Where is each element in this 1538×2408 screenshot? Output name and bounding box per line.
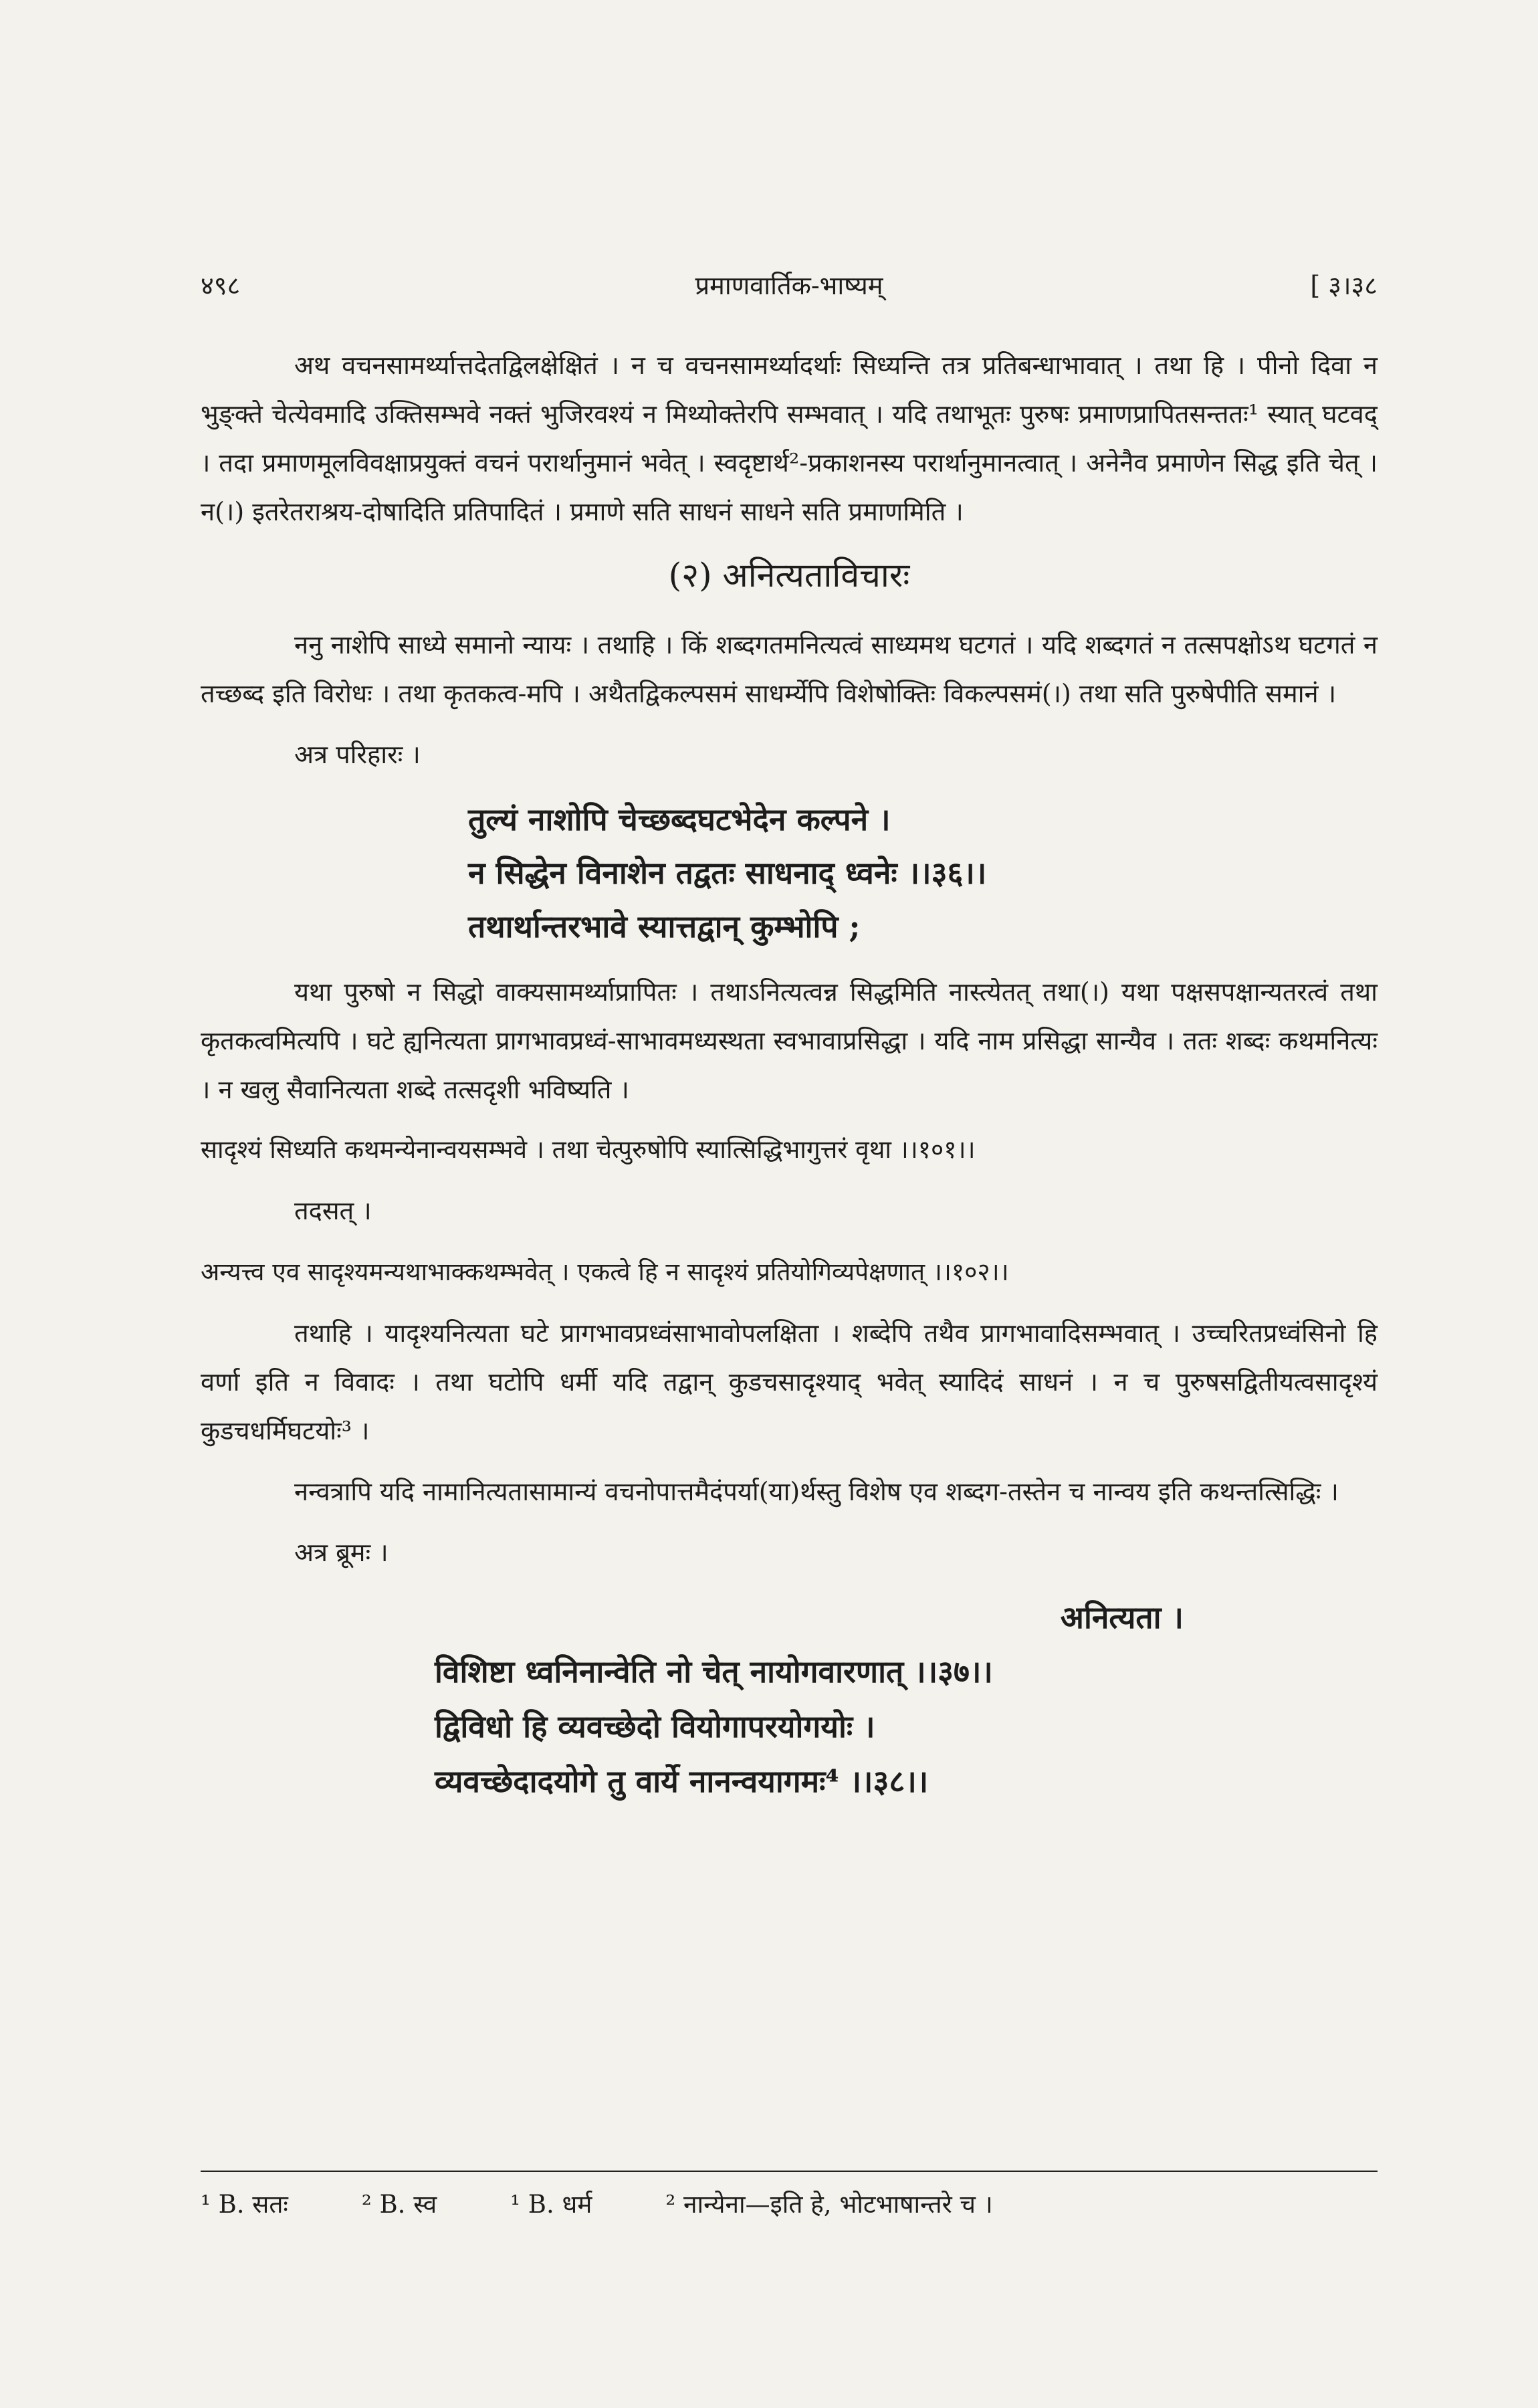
- verse-36: [201, 793, 1378, 953]
- footnote-divider: [201, 2171, 1378, 2172]
- verse-line: तथार्थान्तरभावे स्यात्तद्वान् कुम्भोपि ;: [468, 908, 861, 944]
- running-header: [201, 268, 1378, 308]
- footnote: ¹ B. धर्म: [510, 2190, 592, 2219]
- paragraph-2: ननु नाशेपि साध्ये समानो न्यायः । तथाहि । किं शब्दगतमनित्यत्वं साध्यमथ घटगतं । यदि शब्दगतं न तत्सपक्षोऽथ घटगतं न तच्छब्द इति विरोधः । तथा कृतकत्व-मपि । अथैतद्विकल्पसमं साधर्म्येपि विशेषोक्तिः विकल्पसमं(।) तथा सति पुरुषेपीति समानं ।: [201, 630, 1378, 708]
- main-text: [201, 341, 1378, 1821]
- karika-102: अन्यत्त्व एव सादृश्यमन्यथाभाक्कथम्भवेत् । एकत्वे हि न सादृश्यं प्रतियोगिव्यपेक्षणात् ।।१०२।।: [201, 1258, 1009, 1286]
- section-reference: [ ३।३८: [1310, 271, 1378, 300]
- verse-line: तुल्यं नाशोपि चेच्छब्दघटभेदेन कल्पने ।: [468, 801, 891, 837]
- verse-37-prefix: अनित्यता ।: [1060, 1599, 1184, 1635]
- verse-line: न सिद्धेन विनाशेन तद्वतः साधनाद् ध्वनेः ।।३६।।: [468, 855, 987, 891]
- verse-37-38: [201, 1644, 1378, 1809]
- verse-line: विशिष्टा ध्वनिनान्वेति नो चेत् नायोगवारणात् ।।३७।।: [435, 1653, 993, 1690]
- section-heading: (२) अनित्यताविचारः: [668, 556, 910, 595]
- paragraph-3: अत्र परिहारः ।: [294, 740, 421, 769]
- paragraph-4: यथा पुरुषो न सिद्धो वाक्यसामर्थ्याप्रापितः । तथाऽनित्यत्वन्न सिद्धमिति नास्त्येतत् तथा(।) यथा पक्षसपक्षान्यतरत्वं तथा कृतकत्वमित्यपि । घटे ह्यनित्यता प्रागभावप्रध्वं-साभावमध्यस्थता स्वभावाप्रसिद्धा । यदि नाम प्रसिद्धा सान्यैव । ततः शब्दः कथमनित्यः । न खलु सैवानित्यता शब्दे तत्सदृशी भविष्यति ।: [201, 977, 1378, 1104]
- footnote: ² B. स्व: [361, 2190, 437, 2219]
- page-number: ४९८: [201, 271, 241, 300]
- paragraph-7: नन्वत्रापि यदि नामानित्यतासामान्यं वचनोपात्तमैदंपर्या(या)र्थस्तु विशेष एव शब्दग-तस्तेन च नान्वय इति कथन्तत्सिद्धिः ।: [294, 1477, 1339, 1506]
- karika-101: सादृश्यं सिध्यति कथमन्येनान्वयसम्भवे । तथा चेत्पुरुषोपि स्यात्सिद्धिभागुत्तरं वृथा ।।१०१।।: [201, 1135, 976, 1164]
- verse-line: व्यवच्छेदादयोगे तु वार्ये नानन्वयागमः⁴ ।।३८।।: [435, 1763, 929, 1799]
- footnote: ² नान्येना—इति हे, भोटभाषान्तरे च ।: [665, 2190, 993, 2219]
- verse-line: द्विविधो हि व्यवच्छेदो वियोगापरयोगयोः ।: [435, 1708, 875, 1744]
- footnotes: [201, 2186, 1378, 2220]
- paragraph-1: अथ वचनसामर्थ्यात्तदेतद्विलक्षेक्षितं । न च वचनसामर्थ्यादर्थाः सिध्यन्ति तत्र प्रतिबन्धाभावात् । तथा हि । पीनो दिवा न भुङ्क्ते चेत्येवमादि उक्तिसम्भवे नक्तं भुजिरवश्यं न मिथ्योक्तेरपि सम्भवात् । यदि तथाभूतः पुरुषः प्रमाणप्रापितसन्ततः¹ स्यात् घटवद् । तदा प्रमाणमूलविवक्षाप्रयुक्तं वचनं परार्थानुमानं भवेत् । स्वदृष्टार्थ²-प्रकाशनस्य परार्थानुमानत्वात् । अनेनैव प्रमाणेन सिद्ध इति चेत् । न(।) इतरेतराश्रय-दोषादिति प्रतिपादितं । प्रमाणे सति साधनं साधने सति प्रमाणमिति ।: [201, 350, 1378, 526]
- paragraph-6: तथाहि । यादृश्यनित्यता घटे प्रागभावप्रध्वंसाभावोपलक्षिता । शब्देपि तथैव प्रागभावादिसम्भवात् । उच्चरितप्रध्वंसिनो हि वर्णा इति न विवादः । तथा घटोपि धर्मी यदि तद्वान् कुडचसादृश्याद् भवेत् स्यादिदं साधनं । न च पुरुषसद्वितीयत्वसादृश्यं कुडचधर्मिघटयोः³ ।: [201, 1318, 1378, 1445]
- paragraph-5: तदसत् ।: [294, 1196, 372, 1225]
- running-title: प्रमाणवार्तिक-भाष्यम्: [695, 271, 883, 300]
- footnote: ¹ B. सतः: [201, 2190, 288, 2219]
- paragraph-8: अत्र ब्रूमः ।: [294, 1538, 389, 1567]
